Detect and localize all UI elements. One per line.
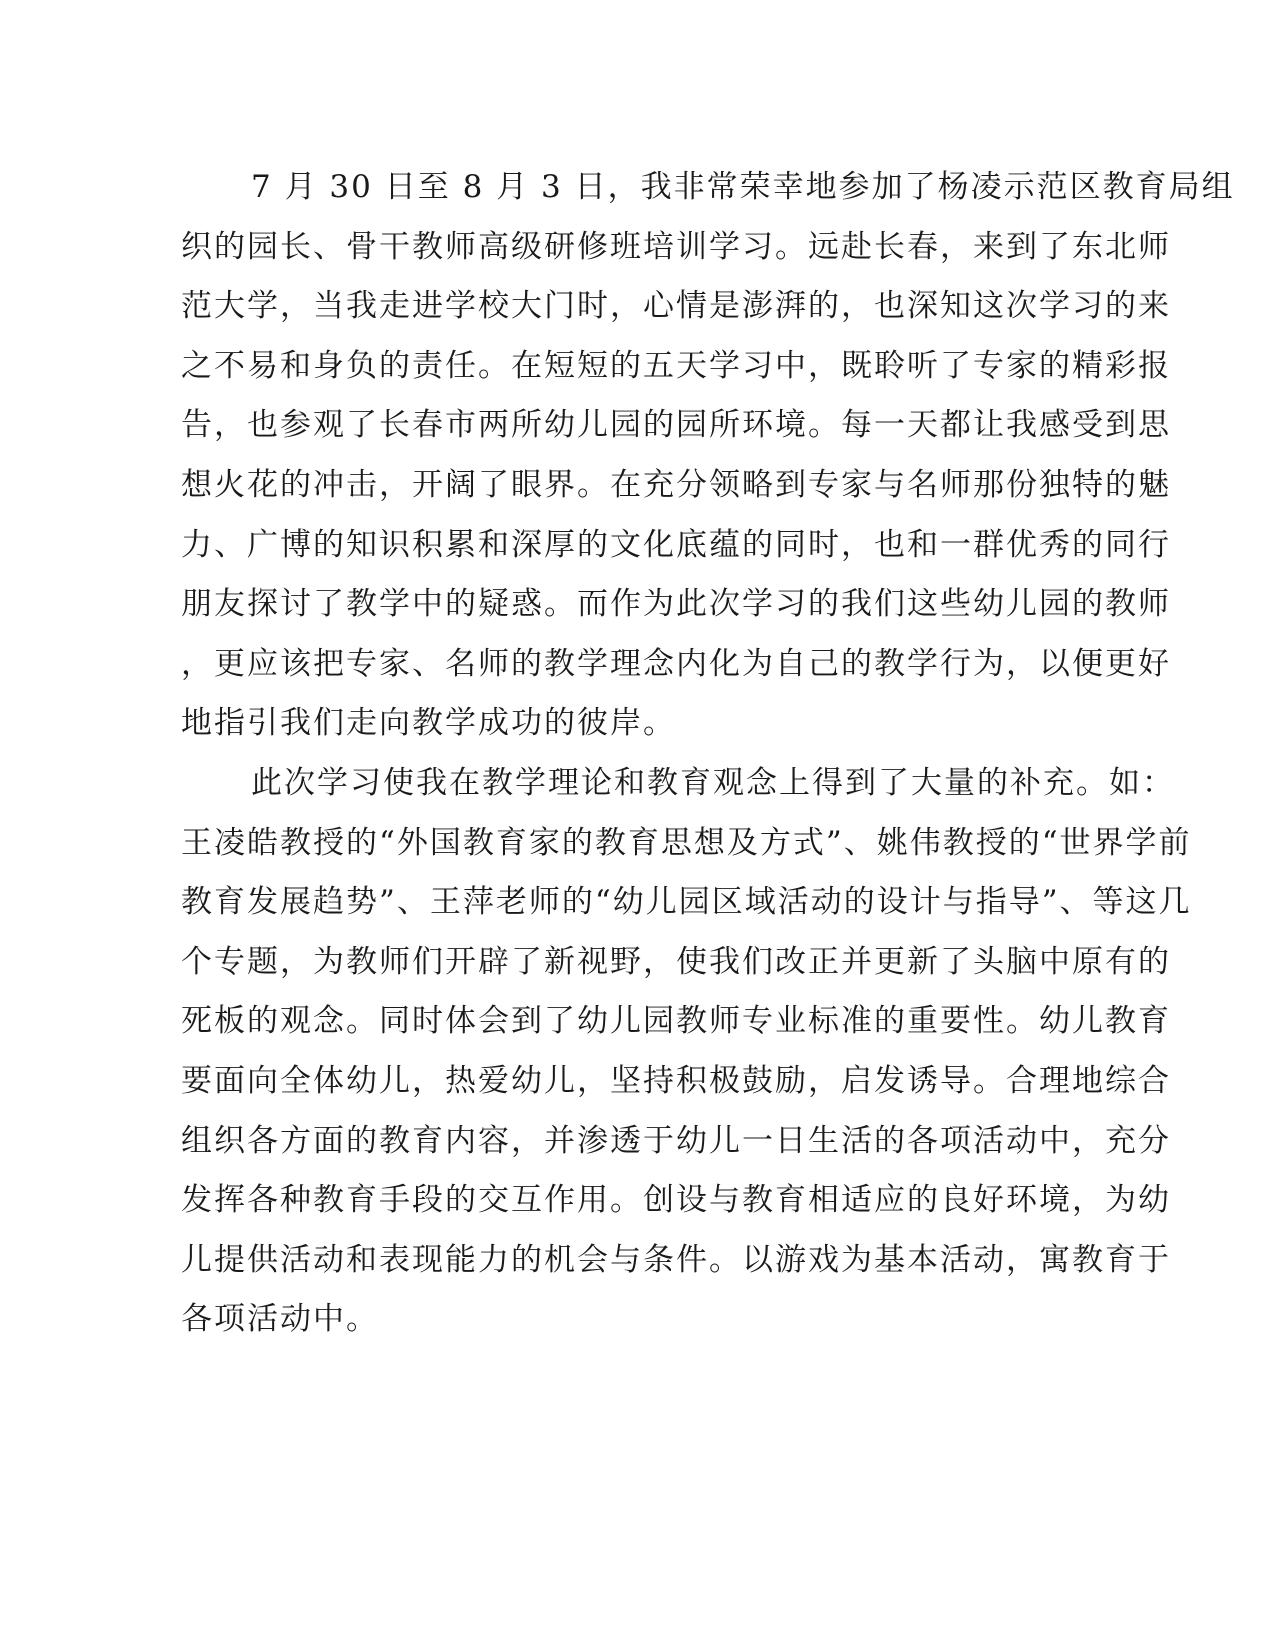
paragraph-line: 发挥各种教育手段的交互作用。创设与教育相适应的良好环境，为幼 bbox=[181, 1182, 1171, 1219]
paragraph-line: 王凌皓教授的“外国教育家的教育思想及方式”、姚伟教授的“世界学前 bbox=[181, 824, 1192, 861]
paragraph-line: 各项活动中。 bbox=[181, 1301, 379, 1338]
paragraph-line: 个专题，为教师们开辟了新视野，使我们改正并更新了头脑中原有的 bbox=[181, 943, 1171, 980]
paragraph-line: 组织各方面的教育内容，并渗透于幼儿一日生活的各项活动中，充分 bbox=[181, 1122, 1171, 1159]
paragraph-line: 教育发展趋势”、王萍老师的“幼儿园区域活动的设计与指导”、等这几 bbox=[181, 884, 1192, 921]
paragraph-1 bbox=[181, 158, 1235, 754]
paragraph-line: 此次学习使我在教学理论和教育观念上得到了大量的补充。如： bbox=[251, 764, 1175, 801]
paragraph-line: 力、广博的知识积累和深厚的文化底蕴的同时，也和一群优秀的同行 bbox=[181, 526, 1171, 563]
paragraph-line: 想火花的冲击，开阔了眼界。在充分领略到专家与名师那份独特的魅 bbox=[181, 466, 1171, 503]
paragraph-line: 朋友探讨了教学中的疑惑。而作为此次学习的我们这些幼儿园的教师 bbox=[181, 586, 1171, 623]
paragraph-line: 7 月 30 日至 8 月 3 日，我非常荣幸地参加了杨凌示范区教育局组 bbox=[251, 169, 1235, 205]
paragraph-line: 范大学，当我走进学校大门时，心情是澎湃的，也深知这次学习的来 bbox=[181, 288, 1171, 325]
paragraph-line: 告，也参观了长春市两所幼儿园的园所环境。每一天都让我感受到思 bbox=[181, 407, 1171, 444]
paragraph-2 bbox=[181, 754, 1192, 1350]
paragraph-line: 地指引我们走向教学成功的彼岸。 bbox=[181, 705, 676, 742]
paragraph-line: ，更应该把专家、名师的教学理念内化为自己的教学行为，以便更好 bbox=[181, 645, 1171, 682]
paragraph-line: 死板的观念。同时体会到了幼儿园教师专业标准的重要性。幼儿教育 bbox=[181, 1003, 1171, 1040]
paragraph-line: 儿提供活动和表现能力的机会与条件。以游戏为基本活动，寓教育于 bbox=[181, 1241, 1171, 1278]
paragraph-line: 要面向全体幼儿，热爱幼儿，坚持积极鼓励，启发诱导。合理地综合 bbox=[181, 1062, 1171, 1099]
paragraph-line: 之不易和身负的责任。在短短的五天学习中，既聆听了专家的精彩报 bbox=[181, 347, 1171, 384]
paragraph-line: 织的园长、骨干教师高级研修班培训学习。远赴长春，来到了东北师 bbox=[181, 228, 1171, 265]
document-body bbox=[181, 158, 1235, 1350]
